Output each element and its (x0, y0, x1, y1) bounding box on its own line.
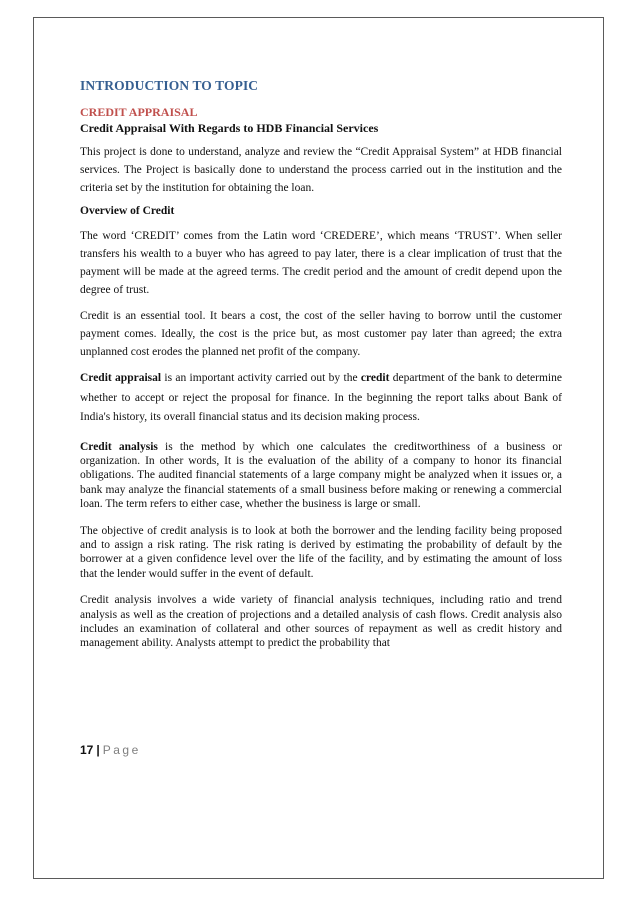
appraisal-paragraph (80, 369, 562, 428)
appraisal-text-1: is an important activity carried out by the (161, 372, 361, 384)
page-footer (80, 743, 141, 757)
page-number: 17 (80, 743, 94, 757)
appraisal-bold-word: credit (360, 372, 390, 384)
page-word: Page (102, 743, 141, 757)
intro-paragraph: This project is done to understand, analyze and review the “Credit Appraisal System” at HDB financial services. The Project is basically done to understand the process carried out in the institution and the criteria set by the institution for obtaining the loan. (80, 146, 562, 194)
page-heading: INTRODUCTION TO TOPIC (80, 78, 259, 93)
techniques-paragraph: Credit analysis involves a wide variety of financial analysis techniques, including ratio and trend analysis as well as the creation of projections and a detailed analysis of cash flows. Credit analysis also includes an examination of collateral and other sources of repayment as well as credit history and management ability. Analysts attempt to predict the probability that (80, 594, 562, 650)
appraisal-lead: Credit appraisal (80, 372, 162, 384)
sub-title: Credit Appraisal With Regards to HDB Financial Services (80, 121, 379, 135)
analysis-text: is the method by which one calculates the creditworthiness of a business or organization. In other words, It is the evaluation of the ability of a company to honor its financial obligations. The audited financial statements of a large company might be analyzed when it issues or, a bank may analyze the financial statements of a small business before making or renewing a commercial loan. The term refers to either case, whether the business is large or small. (80, 440, 562, 511)
analysis-lead: Credit analysis (80, 440, 158, 453)
objective-paragraph: The objective of credit analysis is to look at both the borrower and the lending facility being proposed and to assign a risk rating. The risk rating is derived by estimating the probability of default by the borrower at a given confidence level over the life of the facility, and by estimating the amount of loss that the lender would suffer in the event of default. (80, 524, 562, 580)
document-body (80, 78, 562, 663)
section-label: CREDIT APPRAISAL (80, 105, 198, 119)
overview-paragraph-2: Credit is an essential tool. It bears a cost, the cost of the seller having to borrow until the customer payment comes. Ideally, the cost is the price but, as most customer pay later than agreed; the extra unplanned cost erodes the planned net profit of the company. (80, 310, 562, 358)
analysis-paragraph (80, 440, 562, 512)
overview-heading: Overview of Credit (80, 205, 175, 217)
overview-paragraph-1: The word ‘CREDIT’ comes from the Latin word ‘CREDERE’, which means ‘TRUST’. When seller transfers his wealth to a buyer who has agreed to pay later, there is a clear implication of trust that the payment will be made at the agreed terms. The credit period and the amount of credit depend upon the degree of trust. (80, 230, 562, 296)
footer-separator: | (96, 743, 100, 757)
appraisal-text-2: department of the bank to determine whether to accept or reject the proposal for finance. In the beginning the report talks about Bank of India's history, its overall financial status and its decision making process. (80, 372, 562, 423)
